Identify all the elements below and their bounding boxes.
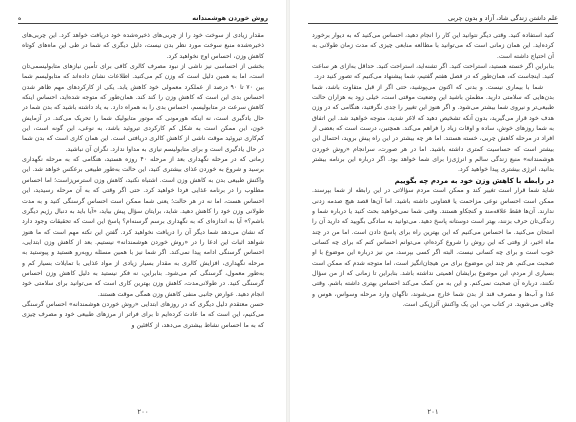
right-header-title: علم داشتن زندگی شاد، آزاد و بدون چربی	[447, 14, 558, 22]
left-page	[0, 0, 286, 422]
left-paragraph: حسن معتقدم دلیل دیگری که در روزهای ابتدایی «روش خوردن هوشمندانه» احساس گرسنگی می‌کنیم، این است که ما عادت کرده‌ایم تا برای فراتر از مرزهای طبیعی خود و مصرف چیزی که به ما احساس نشاط بیشتری می‌دهد، از کافئین و	[22, 300, 264, 329]
left-paragraph: زمانی که در مرحله نگهداری بعد از مرحله ۴۰ روزه هستید، هنگامی که به مرحله نگهداری برسید و شروع به خوردن غذای بیشتری کنید، این حالت به‌طور طبیعی برعکس خواهد شد. این واکنش طبیعی بدن به کاهش وزن است. اشتباه نکنید، کاهش وزن استرس‌زاست؛ اما احساس مطلوب را در برنامه غذایی فردا خواهید کرد. حتی اگر وقتی که به آن مرحله رسیدید، این احساس هست، اما نه در هر حالت؛ یعنی شما ممکن است احساس گرسنگی کنید و به مدت طولانی وزن خود را کاهش دهید. شاید، برایتان سؤال پیش بیاید، «آیا باید به دنبال رژیم دیگری باشم؟» آیا به اندازه‌ای که به نگهداری برسم گرسنه‌ام؟ پاسخ این است که تحقیقات وجود دارد که نشان می‌دهد شما دیگر آن را دریافت نخواهید کرد. گفتن این نکته مهم است که ما هنوز شواهد اثبات این ادعا را در «روش خوردن هوشمندانه» نیستیم. بعد از کاهش وزن ابتدایی، احساس گرسنگی ادامه پیدا نمی‌کند. اگر شما نیز با همین مسئله روبه‌رو هستید و پیوستید به مرحله نگهداری، افزایش کالری به مقدار بسیار زیادی از مواد غذایی با تمایلات بسیار کم و به‌طور معمول، گرسنگی کم می‌شود. بنابراین، نه فکر نیستید به دلیل کاهش وزن احساس گرسنگی کنید. در طولانی‌مدت، کاهش وزن بهترین کاری است که می‌توانید برای سلامتی خود انجام دهید. عوارض جانبی منفی کاهش وزن همگی موقت هستند.	[22, 156, 264, 298]
right-page-body	[312, 31, 554, 310]
left-header-title: روش خوردن هوشمندانه	[192, 14, 268, 22]
left-page-header	[18, 8, 268, 24]
right-paragraph: کنید استفاده کنید. وقتی دیگر نتوانید این کار را انجام دهید، احساس می‌کنید که به دیوار برخورد کرده‌اید. این همان زمانی است که می‌توانید با مطالعه منابعی چیزی که مدت زمان طولانی به آن احتیاج داشته است.	[312, 32, 554, 60]
left-page-body	[22, 31, 264, 331]
left-paragraph: بخشی از احساسی نیز ناشی از نبود مصرف کالری کافی برای تأمین نیازهای متابولیسمی‌تان است، اما به همین دلیل است که وزن کم می‌کنید. اطلاعات نشان داده‌اند که متابولیسم شما بین ۷۰ تا ۹۰ درصد از عملکرد معمولی خود کاهش یابد. یکی از کارکردهای مهم ظاهر شدن احساس بدی این است که کاهش وزن را کند کند. همان‌طور که متوجه شده‌اید، احساس اینکه کاهش سرعت در متابولیسم، احساس بدی را به همراه دارد. به یاد داشته باشید که بدن شما در حال یادگیری است، نه اینکه هورمونی که موتور متابولیک شما را تحریک می‌کند. در آزمایش خون، این ممکن است به شکل کم کارکردی تیروئید باشد، به نوعی، این گونه است، این کم‌کاری تیروئید موقت ناشی از کاهش کالری دریافتی است. این همان کاری است که بدن شما در حال یادگیری است و برای متابولیسم نیازی به مداوا ندارد. نگران آن نباشید.	[22, 63, 264, 153]
section-heading: در رابطه با کاهش وزن خود به مردم چه بگوییم	[394, 176, 554, 185]
right-paragraph: شاید شما قرار است تغییر کند و ممکن است مردم سؤالاتی در این رابطه از شما بپرسند. ممکن است احساس نوعی مزاحمت یا قضاوتی داشته باشید. اما آن‌ها قصد هیچ صدمه زدنی ندارند. آن‌ها فقط علاقه‌مند و کنجکاو هستند. وقتی شما نمی‌خواهید بحث کنید یا درباره شما و زندگی‌تان حرف بزنند، بهتر است دوستانه پاسخ دهید. می‌توانید به سادگی بگویید که دارید آن را امتحان می‌کنید. ما احساس می‌کنیم که این بهترین راه برای پاسخ دادن است. اما من در چند ماه اخیر، از وقتی که این روش را شروع کرده‌ام، می‌توانم احساس کنم که برای چه کسانی خوب است و برای چه کسانی نیست. البته اگر کسی بپرسد، من نیز درباره این موضوع با او صحبت می‌کنم. هر چند این موضوع برای من هیجان‌انگیز است، اما متوجه شدم که ممکن است بسیاری از مردم، این موضوع برایشان اهمیتی نداشته باشد. بنابراین تا زمانی که از من سؤال نکنند، درباره آن صحبت نمی‌کنم. و این به من کمک می‌کند احساس بهتری داشته باشم. وقتی غذا و آب‌ها و مصرف قند از بدن شما خارج می‌شوند، ناگهان وارد مرحله وسواس، هوس و چاقی می‌شوید. در کتاب من، این یک واکنش آلرژیکی است.	[312, 187, 554, 308]
right-page	[290, 0, 576, 422]
left-header-mark: ه	[18, 14, 22, 22]
right-paragraph: بنابراین اگر خسته هستید، استراحت کنید. اگر تشنه‌اید، استراحت کنید. حداقل به‌ازای هر ساعت کنید. اینجاست که، همان‌طور که در فصل هفتم گفتیم، شما پیشنهاد می‌کنیم که تصور کنید درد. ‎ ‎ شما با بیماری نیست. و بدنی که اکنون می‌پوشید، حتی اگر از قبل متفاوت باشد، شما بدن‌هایی که سلامتی دارید. مطمئن باشید این وضعیت موقتی است، خیلی زود به هزاران حالت طبیعی‌تر و نیروی شما بیشتر می‌شود. و اگر هنوز این تغییر را جدی نگرفتید، هنگامی که در وزن هدف خود قرار می‌گیرید، بدون آنکه تشخیص دهید که لاغر شدید، متوجه خواهید شد. این اتفاق به شما روزهای خوش، ساده و اوقات زیاد را فراهم می‌کند. همچنین، درست است که بعضی از افراد در مرحله کاهش چربی، خسته هستند. اما هر چه بیشتر در این راه پیش بروید، احتمال این بیشتر است که حساسیت کمتری داشته باشید. اما در هر صورت، سرانجام «روش خوردن هوشمندانه» منبع زندگی سالم و انرژی‌زا برای شما خواهد بود. اگر درباره این برنامه بیشتر بدانید، انرژی بیشتری پیدا خواهید کرد.	[312, 63, 554, 174]
left-page-number: ۲۰۰	[137, 408, 149, 416]
left-paragraph: مقدار زیادی از سوخت خود را از چربی‌های ذخیره‌شده خود دریافت خواهد کرد. این چربی‌های ذخیره‌شده منبع سوخت مورد نظر بدن نیست، دلیل دیگری که شما در طی این ماه‌های کوتاه کاهش وزن، احساس اوج نخواهید کرد.	[22, 32, 264, 60]
right-page-number: ۲۰۱	[427, 408, 439, 416]
right-page-header	[308, 8, 558, 24]
